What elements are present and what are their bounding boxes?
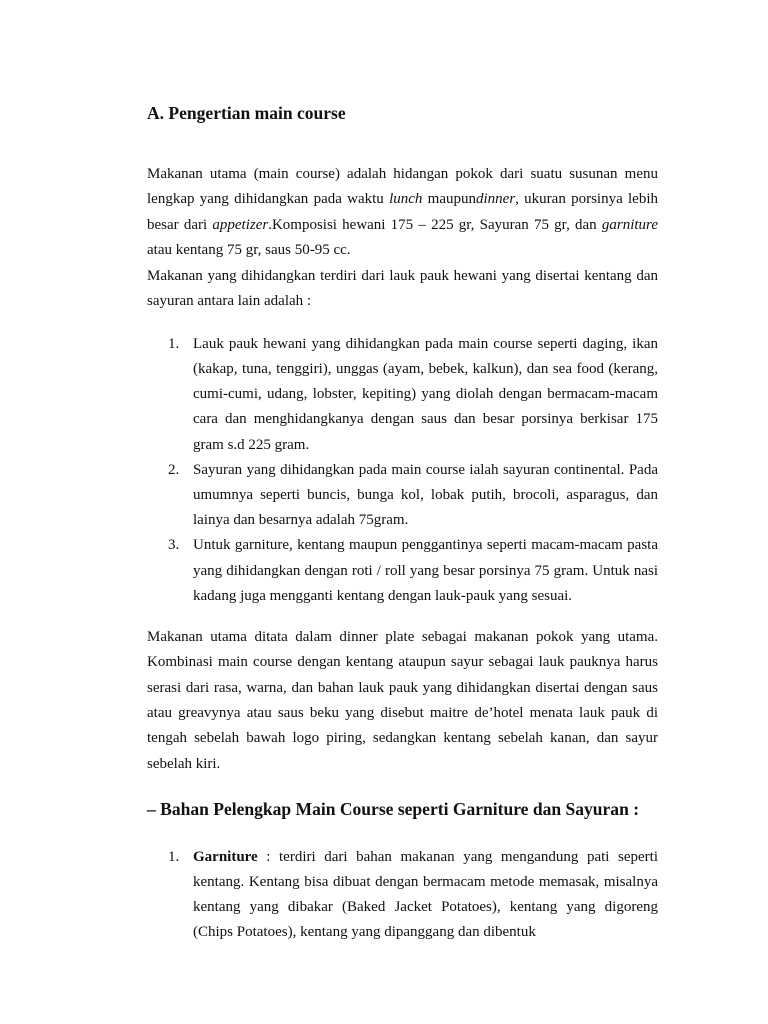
list-item (147, 458, 658, 534)
list-item-text: Sayuran yang dihidangkan pada main course ialah sayuran continental. Pada umumnya seperti buncis, bunga kol, lobak putih, brocoli, asparagus, dan lainya dan besarnya adalah 75gram. (193, 461, 658, 529)
document-body (147, 103, 658, 946)
italic-term: garniture (601, 216, 658, 233)
bold-term: Garniture (193, 848, 258, 865)
paragraph-plating: Makanan utama ditata dalam dinner plate sebagai makanan pokok yang utama. Kombinasi main course dengan kentang ataupun sayur sebagai lauk pauknya harus serasi dari rasa, warna, dan bahan lauk pauk yang dihidangkan disertai dengan saus atau greavynya atau saus beku yang disebut maitre de’hotel menata lauk pauk di tengah sebelah bawah logo piring, sedangkan kentang sebelah kanan, dan sayur sebelah kiri. (147, 629, 658, 772)
list-number: 1. (168, 848, 180, 865)
section-heading: A. Pengertian main course (147, 103, 346, 123)
italic-term: dinner (476, 191, 516, 208)
text-run: Makanan utama (main course) adalah hidangan pokok dari suatu susunan menu lengkap yang dihidangkan pada waktu (147, 166, 658, 208)
italic-term: appetizer (212, 216, 269, 233)
numbered-list (147, 845, 658, 946)
paragraph-intro-list: Makanan yang dihidangkan terdiri dari lauk pauk hewani yang disertai kentang dan sayuran antara lain adalah : (147, 268, 658, 310)
list-item-text: Untuk garniture, kentang maupun penggantinya seperti macam-macam pasta yang dihidangkan dengan roti / roll yang besar porsinya 75 gram. Untuk nasi kadang juga mengganti kentang dengan lauk-pauk yang sesuai. (193, 537, 658, 604)
subsection-heading: – Bahan Pelengkap Main Course seperti Garniture dan Sayuran : (147, 798, 640, 819)
list-item (147, 845, 658, 946)
italic-term: lunch (389, 191, 423, 208)
numbered-list (147, 332, 658, 609)
list-item-text: : terdiri dari bahan makanan yang mengandung pati seperti kentang. Kentang bisa dibuat dengan bermacam metode memasak, misalnya kentang yang dibakar (Baked Jacket Potatoes), kentang yang digoreng (Chips Potatoes), kentang yang dipanggang dan dibentuk (193, 848, 658, 941)
list-number: 2. (168, 461, 180, 478)
text-run: atau kentang 75 gr, saus 50-95 cc. (147, 241, 351, 258)
list-item-text: Lauk pauk hewani yang dihidangkan pada main course seperti daging, ikan (kakap, tuna, tenggiri), unggas (ayam, bebek, kalkun), dan sea food (kerang, cumi-cumi, udang, lobster, kepiting) yang diolah dengan bermacam-macam cara dan menghidangkanya dengan saus dan besar porsinya berkisar 175 gram s.d 225 gram. (193, 335, 658, 453)
text-run: , ukuran porsinya lebih besar dari (147, 191, 659, 233)
text-run: maupun (422, 191, 476, 208)
list-number: 1. (168, 335, 180, 352)
text-run: .Komposisi hewani 175 – 225 gr, Sayuran 75 gr, dan (268, 216, 602, 233)
list-number: 3. (168, 537, 180, 554)
list-item (147, 533, 658, 609)
list-item (147, 332, 658, 458)
paragraph-definition (147, 162, 658, 263)
